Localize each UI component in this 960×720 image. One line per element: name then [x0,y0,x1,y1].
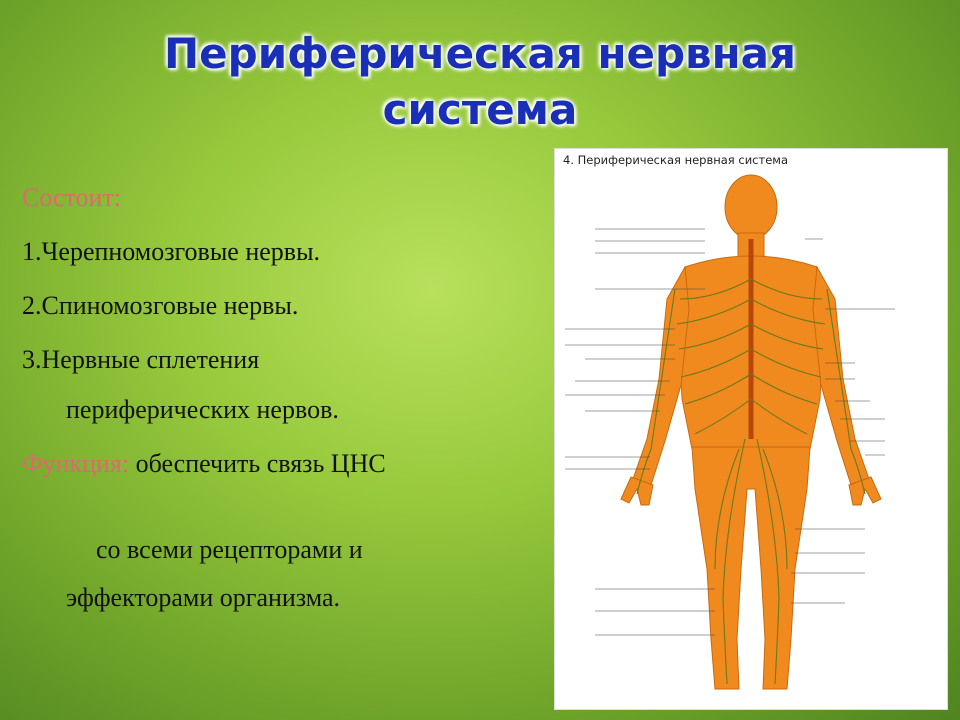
function-text-3: эффекторами организма. [66,583,341,612]
function-text-1: обеспечить связь ЦНС [135,449,386,478]
list-item: 2.Спиномозговые нервы. [22,291,299,320]
consists-label: Состоит: [22,183,122,212]
function-line [22,448,386,480]
list-item-continuation: периферических нервов. [66,395,339,424]
function-label: Функция: [22,449,130,478]
title-line-1: Периферическая нервная [164,29,796,78]
nervous-system-figure [554,148,948,710]
list-item: 3.Нервные сплетения [22,345,260,374]
figure-caption: 4. Периферическая нервная система [563,153,788,167]
title-line-2: система [382,85,578,134]
slide-title [100,26,860,138]
list-item: 1.Черепномозговые нервы. [22,237,321,266]
function-text-2: со всеми рецепторами и [96,535,363,564]
body-illustration [555,149,947,709]
